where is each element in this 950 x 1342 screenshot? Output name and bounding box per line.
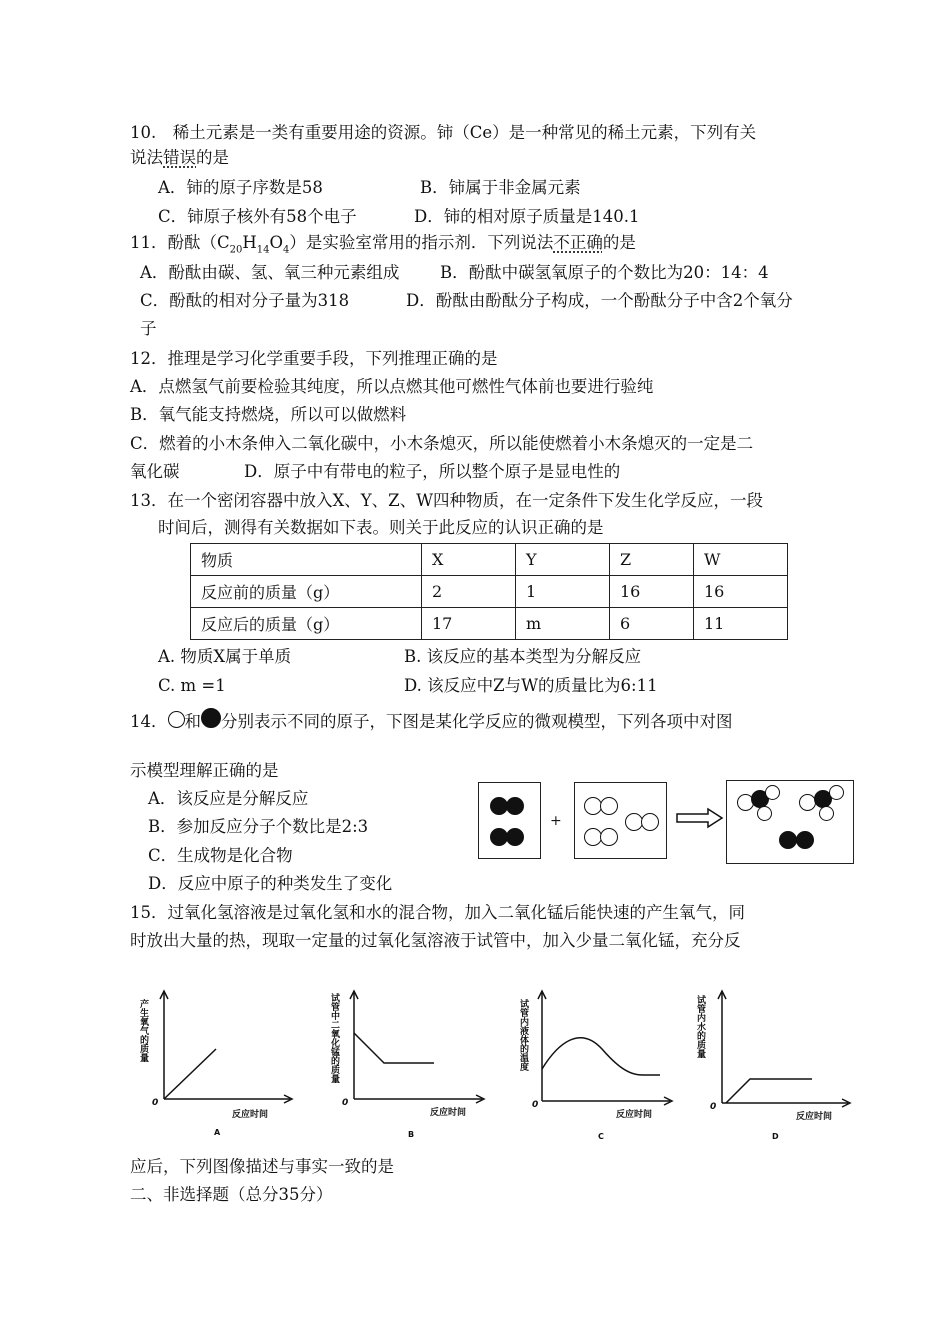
black-atom-icon xyxy=(779,831,797,849)
graph-c xyxy=(518,985,678,1145)
graph-d-curve xyxy=(726,1079,812,1103)
table-cell: 16 xyxy=(610,576,694,608)
graph-c-curve xyxy=(542,1038,660,1075)
white-atom-icon xyxy=(600,828,618,846)
table-cell: 2 xyxy=(422,576,516,608)
graph-b xyxy=(326,985,486,1145)
graph-b-origin: 0 xyxy=(342,1098,349,1108)
q11-option-b: B．酚酞中碳氢氧原子的个数比为20：14：4 xyxy=(440,263,769,282)
graph-d-ylabel: 试管内水的质量 xyxy=(695,995,705,1058)
q14-stem-line1: 14． 和 分别表示不同的原子，下图是某化学反应的微观模型，下列各项中对图 xyxy=(130,708,733,733)
table-cell: 17 xyxy=(422,608,516,640)
reactant-box-2 xyxy=(574,782,667,859)
q11-emphasis: 不正确 xyxy=(553,233,603,252)
q12-stem: 12．推理是学习化学重要手段，下列推理正确的是 xyxy=(130,349,498,368)
graph-c-origin: 0 xyxy=(532,1100,539,1110)
graph-c-ylabel: 试管内液体的温度 xyxy=(518,999,528,1071)
graph-a-origin: 0 xyxy=(152,1098,159,1108)
q12-option-d: D．原子中有带电的粒子，所以整个原子是显电性的 xyxy=(244,462,621,481)
q15-stem-line2: 时放出大量的热，现取一定量的过氧化氢溶液于试管中，加入少量二氧化锰，充分反 xyxy=(130,931,741,950)
white-atom-icon xyxy=(641,813,659,831)
white-atom-icon xyxy=(600,797,618,815)
q15-stem-line1: 15．过氧化氢溶液是过氧化氢和水的混合物，加入二氧化锰后能快速的产生氧气，同 xyxy=(130,903,745,922)
q12-option-a: A．点燃氢气前要检验其纯度，所以点燃其他可燃性气体前也要进行验纯 xyxy=(130,377,654,396)
graph-c-xlabel: 反应时间 xyxy=(616,1110,653,1120)
q11-option-a: A．酚酞由碳、氢、氧三种元素组成 xyxy=(140,263,400,282)
q13-stem-line1: 13．在一个密闭容器中放入X、Y、Z、W四种物质，在一定条件下发生化学反应，一段 xyxy=(130,491,764,510)
plus-sign: + xyxy=(550,813,562,829)
table-cell: 反应前的质量（g） xyxy=(191,576,422,608)
black-atom-icon xyxy=(506,828,524,846)
graph-b-letter: B xyxy=(408,1130,415,1139)
q13-data-table xyxy=(190,543,788,640)
graph-d-origin: 0 xyxy=(710,1102,717,1112)
q12-option-c-cont: 氧化碳 xyxy=(130,462,180,481)
graph-a-curve xyxy=(164,1049,216,1099)
table-cell: 11 xyxy=(694,608,788,640)
table-cell: 1 xyxy=(516,576,610,608)
q13-stem-line2: 时间后，测得有关数据如下表。则关于此反应的认识正确的是 xyxy=(158,518,604,537)
q13-option-d: D. 该反应中Z与W的质量比为6:11 xyxy=(404,676,658,695)
q14-stem-line2: 示模型理解正确的是 xyxy=(130,761,279,780)
q10-stem-line2: 说法错误的是 xyxy=(130,148,229,167)
q12-option-c: C．燃着的小木条伸入二氧化碳中，小木条熄灭，所以能使燃着小木条熄灭的一定是二 xyxy=(130,434,754,453)
q14-option-d: D．反应中原子的种类发生了变化 xyxy=(148,874,393,893)
black-atom-icon xyxy=(796,831,814,849)
table-cell: Z xyxy=(610,544,694,576)
q14-option-b: B．参加反应分子个数比是2:3 xyxy=(148,817,369,836)
white-atom-icon xyxy=(829,785,844,800)
table-row xyxy=(191,576,788,608)
graph-b-ylabel: 试管中二氧化锰的质量 xyxy=(329,993,339,1083)
graph-b-xlabel: 反应时间 xyxy=(430,1108,467,1118)
table-row xyxy=(191,544,788,576)
q10-option-c: C．铈原子核外有58个电子 xyxy=(158,207,357,226)
product-box xyxy=(726,780,854,864)
black-atom-icon xyxy=(201,708,221,728)
white-atom-icon xyxy=(819,806,834,821)
q13-option-b: B. 该反应的基本类型为分解反应 xyxy=(404,647,642,666)
reaction-arrow-icon xyxy=(676,808,724,828)
reactant-box-1 xyxy=(478,782,541,859)
q11-option-d-cont: 子 xyxy=(140,319,157,338)
graph-a xyxy=(140,985,300,1145)
section-2-heading: 二、非选择题（总分35分） xyxy=(130,1185,333,1204)
table-cell: X xyxy=(422,544,516,576)
graph-a-ylabel: 产生氧气的质量 xyxy=(138,999,148,1062)
graph-a-xlabel: 反应时间 xyxy=(232,1110,269,1120)
table-cell: 物质 xyxy=(191,544,422,576)
graph-c-letter: C xyxy=(598,1132,604,1141)
black-atom-icon xyxy=(506,797,524,815)
table-cell: 反应后的质量（g） xyxy=(191,608,422,640)
table-row xyxy=(191,608,788,640)
graph-d-letter: D xyxy=(772,1132,779,1141)
graph-b-curve xyxy=(354,1033,434,1063)
q13-option-a: A. 物质X属于单质 xyxy=(158,647,292,666)
table-cell: 16 xyxy=(694,576,788,608)
white-atom-icon xyxy=(168,711,185,728)
q14-option-c: C．生成物是化合物 xyxy=(148,846,293,865)
graph-d-xlabel: 反应时间 xyxy=(796,1112,833,1122)
table-cell: Y xyxy=(516,544,610,576)
q10-stem-line1: 10. 稀土元素是一类有重要用途的资源。铈（Ce）是一种常见的稀土元素，下列有关 xyxy=(130,123,757,142)
q11-stem: 11．酚酞$(C_{20}H_{14}O_4)$是实验室常用的指示剂．下列说法不正确的是 xyxy=(130,233,636,256)
q13-option-c: C. m =1 xyxy=(158,676,226,695)
white-atom-icon xyxy=(757,806,772,821)
table-cell: 6 xyxy=(610,608,694,640)
q15-stem-line3: 应后，下列图像描述与事实一致的是 xyxy=(130,1157,394,1176)
table-cell: m xyxy=(516,608,610,640)
table-cell: W xyxy=(694,544,788,576)
q12-option-b: B．氧气能支持燃烧，所以可以做燃料 xyxy=(130,405,407,424)
graph-d xyxy=(696,985,856,1145)
graph-a-letter: A xyxy=(214,1128,221,1137)
q10-option-d: D．铈的相对原子质量是140.1 xyxy=(414,207,640,226)
q11-option-d: D．酚酞由酚酞分子构成，一个酚酞分子中含2个氧分 xyxy=(406,291,793,310)
white-atom-icon xyxy=(765,785,780,800)
q10-option-a: A．铈的原子序数是58 xyxy=(158,178,323,197)
q10-option-b: B．铈属于非金属元素 xyxy=(420,178,581,197)
q14-option-a: A．该反应是分解反应 xyxy=(148,789,309,808)
q11-option-c: C．酚酞的相对分子量为318 xyxy=(140,291,350,310)
q10-emphasis: 错误 xyxy=(163,148,196,167)
